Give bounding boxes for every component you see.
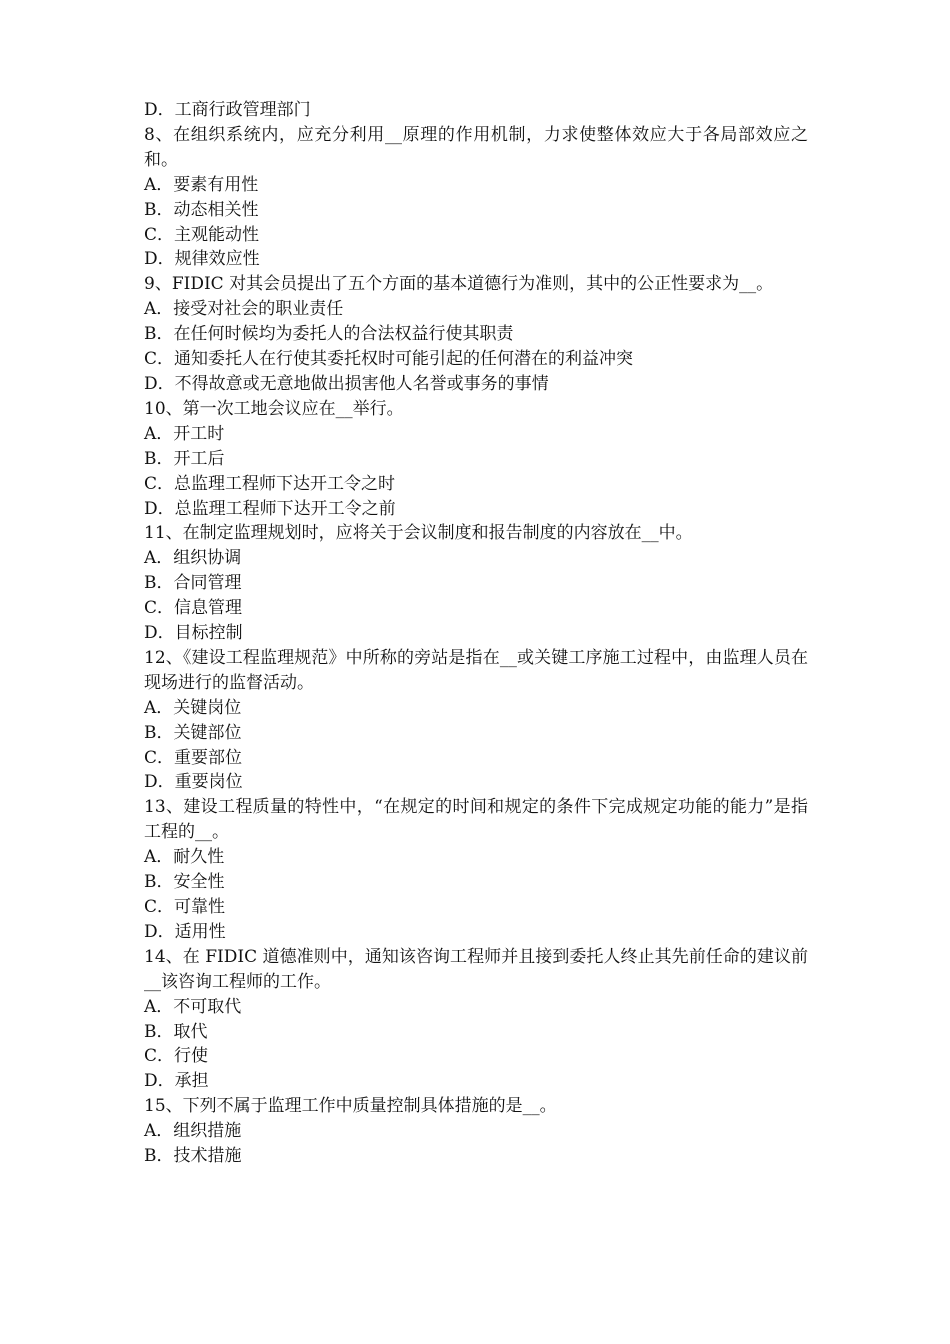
question-9 <box>144 272 808 397</box>
question-8 <box>144 123 808 272</box>
question-8-option-b: B．动态相关性 <box>144 199 259 220</box>
question-15-stem: 15、下列不属于监理工作中质量控制具体措施的是__。 <box>144 1096 557 1117</box>
question-12 <box>144 646 808 795</box>
question-9-option-d: D．不得故意或无意地做出损害他人名誉或事务的事情 <box>144 373 549 394</box>
question-13 <box>144 795 808 944</box>
question-9-option-a: A．接受对社会的职业责任 <box>144 299 344 320</box>
question-8-option-a: A．要素有用性 <box>144 174 259 195</box>
question-12-option-b: B．关键部位 <box>144 722 242 743</box>
question-8-stem: 8、在组织系统内，应充分利用__原理的作用机制，力求使整体效应大于各局部效应之和。 <box>144 124 808 170</box>
question-10-option-a: A．开工时 <box>144 423 225 444</box>
question-11-option-b: B．合同管理 <box>144 573 242 594</box>
question-9-option-c: C．通知委托人在行使其委托权时可能引起的任何潜在的利益冲突 <box>144 349 634 370</box>
question-13-option-d: D．适用性 <box>144 921 226 942</box>
question-8-option-c: C．主观能动性 <box>144 224 260 245</box>
question-14-option-d: D．承担 <box>144 1071 209 1092</box>
question-13-stem: 13、建设工程质量的特性中，“在规定的时间和规定的条件下完成规定功能的能力”是指工程的__。 <box>144 797 808 843</box>
question-15-option-a: A．组织措施 <box>144 1121 242 1142</box>
question-10-option-b: B．开工后 <box>144 448 225 469</box>
question-12-option-c: C．重要部位 <box>144 747 243 768</box>
question-11-option-a: A．组织协调 <box>144 548 242 569</box>
question-11-stem: 11、在制定监理规划时，应将关于会议制度和报告制度的内容放在__中。 <box>144 523 693 544</box>
question-9-stem: 9、FIDIC 对其会员提出了五个方面的基本道德行为准则，其中的公正性要求为__。 <box>144 274 774 295</box>
question-8-option-d: D．规律效应性 <box>144 249 260 270</box>
question-11 <box>144 521 808 646</box>
question-14-option-a: A．不可取代 <box>144 996 242 1017</box>
question-13-option-c: C．可靠性 <box>144 897 226 917</box>
question-10 <box>144 397 808 522</box>
question-12-option-a: A．关键岗位 <box>144 697 242 718</box>
question-10-option-c: C．总监理工程师下达开工令之时 <box>144 473 396 494</box>
question-14-option-c: C．行使 <box>144 1046 209 1067</box>
question-15-option-b: B．技术措施 <box>144 1146 242 1167</box>
question-14 <box>144 945 808 1094</box>
question-13-option-a: A．耐久性 <box>144 847 225 868</box>
question-9-option-b: B．在任何时候均为委托人的合法权益行使其职责 <box>144 324 514 345</box>
question-10-stem: 10、第一次工地会议应在__举行。 <box>144 398 404 419</box>
question-10-option-d: D．总监理工程师下达开工令之前 <box>144 498 396 519</box>
document-page <box>144 98 808 1169</box>
question-11-option-c: C．信息管理 <box>144 598 243 619</box>
question-12-option-d: D．重要岗位 <box>144 772 243 793</box>
question-12-stem: 12、《建设工程监理规范》中所称的旁站是指在__或关键工序施工过程中，由监理人员在现场进行的监督活动。 <box>144 647 808 693</box>
question-15 <box>144 1094 808 1169</box>
question-13-option-b: B．安全性 <box>144 872 225 893</box>
question-14-stem: 14、在 FIDIC 道德准则中，通知该咨询工程师并且接到委托人终止其先前任命的建议前__该咨询工程师的工作。 <box>144 946 808 992</box>
question-11-option-d: D．目标控制 <box>144 623 243 644</box>
option-d-prev: D．工商行政管理部门 <box>144 100 311 120</box>
question-14-option-b: B．取代 <box>144 1021 208 1042</box>
